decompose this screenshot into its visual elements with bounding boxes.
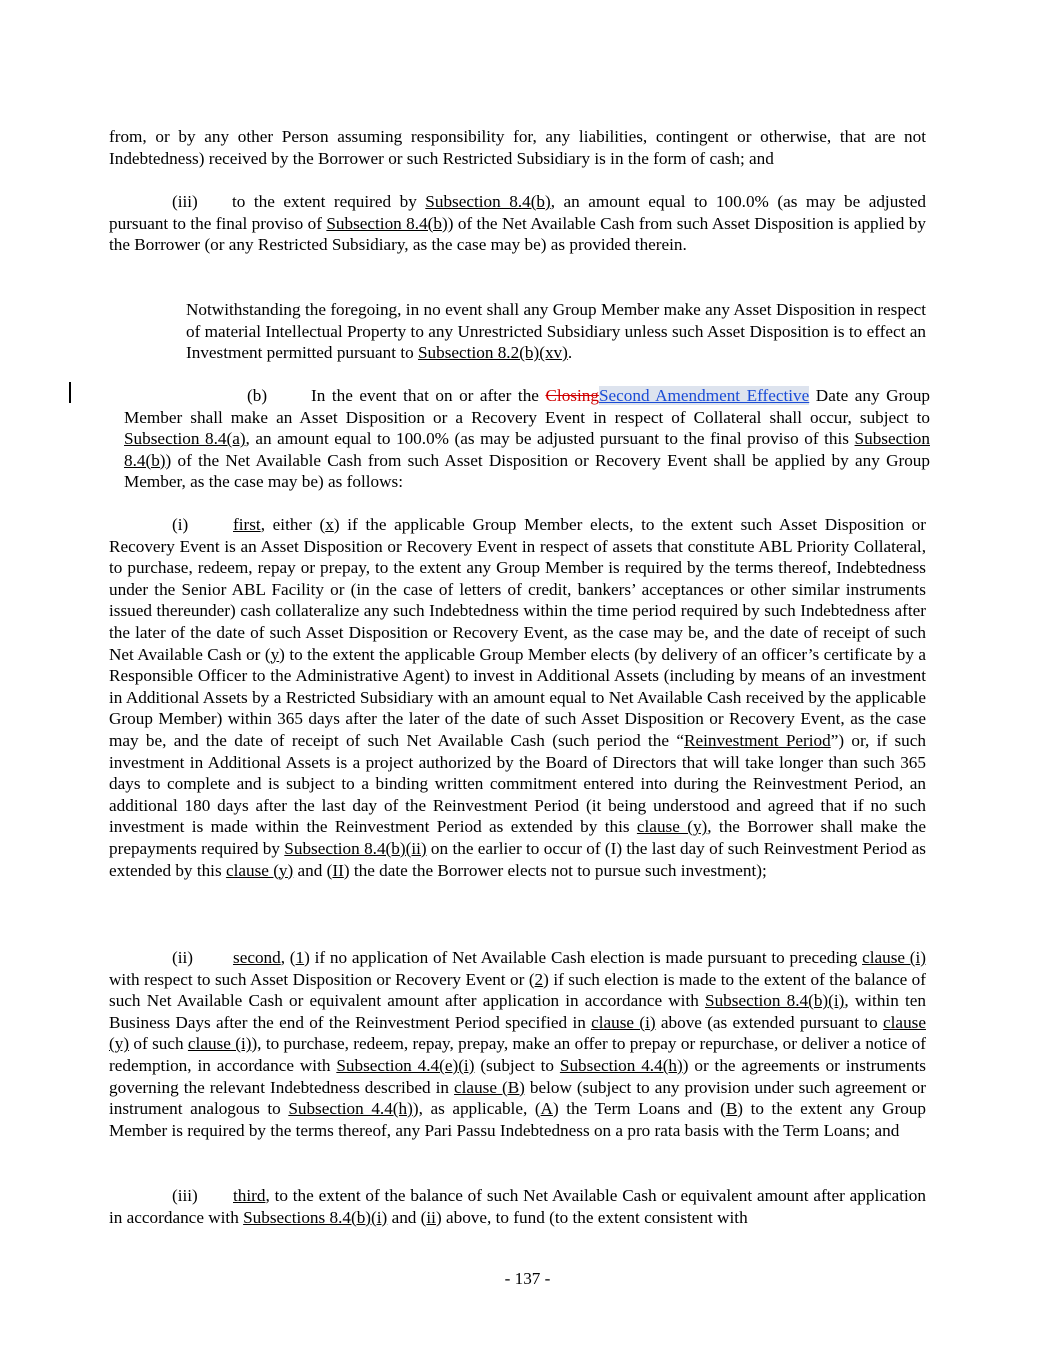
cross-reference: clause (i): [862, 948, 926, 967]
paragraph-b-iii: (iii) third, to the extent of the balance of such Net Available Cash or equivalent amount after application in accordance with Subsections 8.4(b)(i) and (ii) above, to fund (to the extent consistent with: [109, 1186, 926, 1227]
paragraph-b-i: (i) first, either (x) if the applicable Group Member elects, to the extent such Asset Disposition or Recovery Event is an Asset Disposition or Recovery Event in respect of assets that constitute ABL Priority Collateral, to purchase, redeem, repay or prepay, to the extent any Group Member is required by the terms thereof, Indebtedness under the Senior ABL Facility or (in the case of letters of credit, bankers’ acceptances or other similar instruments issued thereunder) cash collateralize any such Indebtedness within the time period required by such Indebtedness after the later of the date of such Asset Disposition or Recovery Event, as the case may be, and the date of receipt of such Net Available Cash or (y) to the extent the applicable Group Member elects (by delivery of an officer’s certificate by a Responsible Officer to the Administrative Agent) to invest in Additional Assets (including by means of an investment in Additional Assets by a Restricted Subsidiary with an amount equal to Net Available Cash received by the applicable Group Member) within 365 days after the later of the date of such Asset Disposition or Recovery Event, as the case may be, and the date of receipt of such Net Available Cash (such period the “Reinvestment Period”) or, if such investment in Additional Assets is a project authorized by the Board of Directors that will take longer than such 365 days to complete and is subject to a binding written commitment entered into during the Reinvestment Period, an additional 180 days after the last day of the Reinvestment Period (it being understood and agreed that if no such investment is made within the Reinvestment Period as extended by this clause (y), the Borrower shall make the prepayments required by Subsection 8.4(b)(ii) on the earlier to occur of (I) the last day of such Reinvestment Period as extended by this clause (y) and (II) the date the Borrower elects not to pursue such investment);: [109, 515, 926, 880]
cross-reference: clause (i): [187, 1034, 252, 1054]
ordinal-keyword: second: [233, 948, 281, 967]
cross-reference: Subsection 8.4(b): [124, 429, 930, 470]
paragraph-b: (b) In the event that on or after the ClosingSecond Amendment Effective Date any Group Member shall make an Asset Disposition or a Recovery Event in respect of Collateral shall occur, subject to Subsection 8.4(a), an amount equal to 100.0% (as may be adjusted pursuant to the final proviso of this Subsection 8.4(b)) of the Net Available Cash from such Asset Disposition or Recovery Event shall be applied by any Group Member, as the case may be) as follows:: [124, 386, 931, 492]
cross-reference: clause (y): [109, 1012, 926, 1054]
cross-reference: Subsection 8.4(b)(i): [705, 991, 845, 1011]
cross-reference: Subsections 8.4(b)(i): [243, 1207, 388, 1227]
cross-reference: Subsection 4.4(h): [559, 1055, 683, 1075]
cross-reference: clause (y): [636, 817, 708, 837]
page-number: - 137 -: [504, 1269, 551, 1288]
cross-reference: Subsection 8.4(b): [425, 192, 551, 211]
ordinal-keyword: first: [233, 515, 261, 534]
paragraph-a-iii: (iii) to the extent required by Subsection 8.4(b), an amount equal to 100.0% (as may be adjusted pursuant to the final proviso of Subsection 8.4(b)) of the Net Available Cash from such Asset Disposition is applied by the Borrower (or any Restricted Subsidiary, as the case may be) as provided therein.: [109, 192, 926, 255]
deleted-text: Closing: [545, 386, 599, 405]
defined-term: Reinvestment Period: [683, 730, 831, 750]
cross-reference: Subsection 4.4(e)(i): [336, 1055, 475, 1075]
paragraph-notwithstanding: Notwithstanding the foregoing, in no event shall any Group Member make any Asset Disposition in respect of material Intellectual Property to any Unrestricted Subsidiary unless such Asset Disposition is to effect an Investment permitted pursuant to Subsection 8.2(b)(xv).: [186, 300, 926, 363]
paragraph-continuation-text: from, or by any other Person assuming responsibility for, any liabilities, contingent or otherwise, that are not Indebtedness) received by the Borrower or such Restricted Subsidiary is in the form of cash; and: [109, 127, 926, 168]
cross-reference: clause (i): [591, 1012, 656, 1032]
change-bar: [69, 382, 71, 403]
cross-reference: Subsection 8.2(b)(xv): [417, 343, 568, 363]
clause-number: (iii): [172, 192, 198, 211]
clause-number: (i): [172, 515, 189, 534]
cross-reference: clause (B): [454, 1077, 525, 1097]
paragraph-b-ii: (ii) second, (1) if no application of Net Available Cash election is made pursuant to preceding clause (i) with respect to such Asset Disposition or Recovery Event or (2) if such election is made to the extent of the balance of such Net Available Cash or equivalent amount after application in accordance with Subsection 8.4(b)(i), within ten Business Days after the end of the Reinvestment Period specified in clause (i) above (as extended pursuant to clause (y) of such clause (i)), to purchase, redeem, repay, prepay, make an offer to prepay or repurchase, or deliver a notice of redemption, in accordance with Subsection 4.4(e)(i) (subject to Subsection 4.4(h)) or the agreements or instruments governing the relevant Indebtedness described in clause (B) below (subject to any provision under such agreement or instrument analogous to Subsection 4.4(h)), as applicable, (A) the Term Loans and (B) to the extent any Group Member is required by the terms thereof, any Pari Passu Indebtedness on a pro rata basis with the Term Loans; and: [109, 948, 927, 1140]
cross-reference: clause (y): [225, 860, 294, 880]
cross-reference: Subsection 4.4(h): [288, 1099, 413, 1119]
cross-reference: Subsection 8.4(b): [326, 213, 448, 233]
inserted-text: Second Amendment Effective: [598, 386, 810, 405]
cross-reference: Subsection 8.4(a): [124, 429, 246, 449]
clause-number: (b): [247, 386, 268, 405]
clause-number: (iii): [172, 1186, 198, 1205]
ordinal-keyword: third: [233, 1186, 266, 1205]
cross-reference: Subsection 8.4(b)(ii): [284, 838, 427, 858]
paragraph-continuation: [109, 126, 926, 169]
clause-number: (ii): [172, 948, 193, 967]
